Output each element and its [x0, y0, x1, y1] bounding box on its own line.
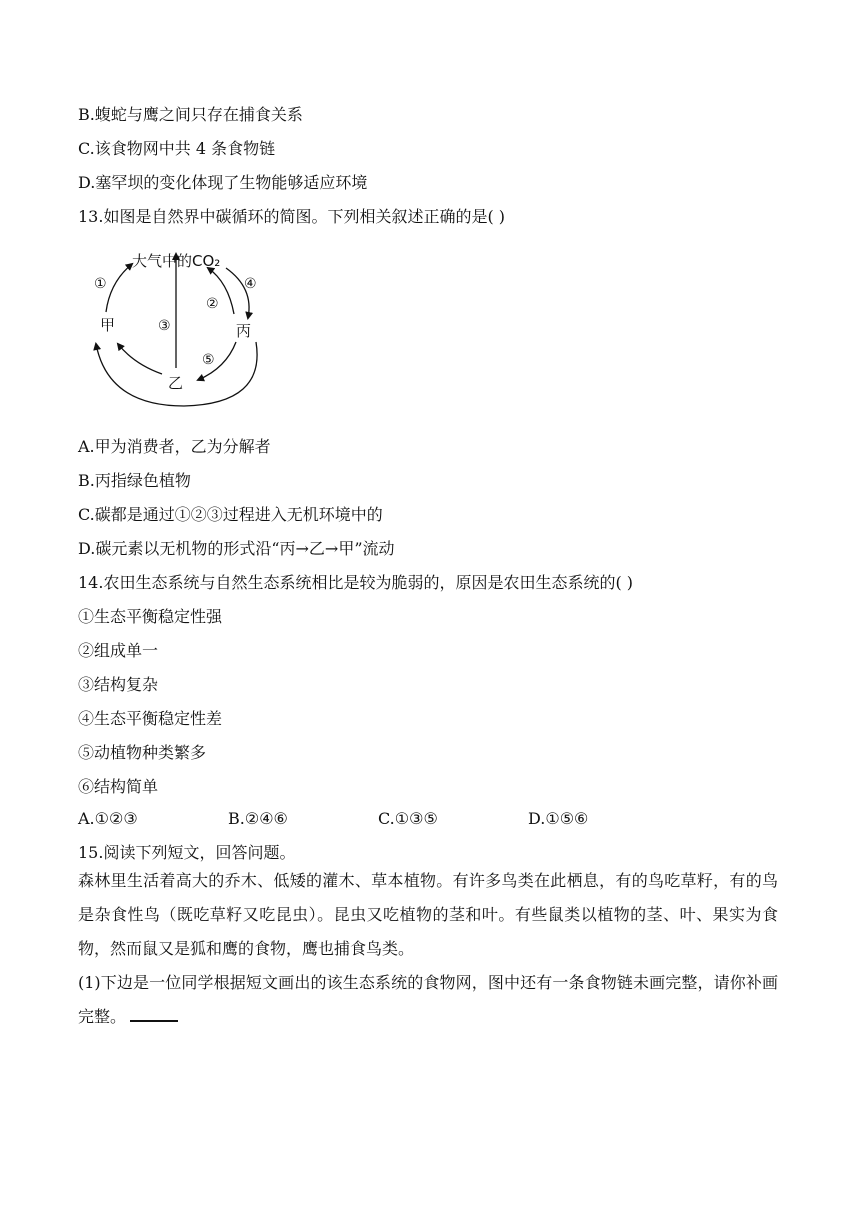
answer-blank: [130, 1004, 178, 1022]
q13-stem: 13.如图是自然界中碳循环的简图。下列相关叙述正确的是( ): [78, 207, 506, 226]
node-yi: 乙: [168, 374, 184, 392]
label-2: ②: [206, 296, 219, 312]
q12-option-c: C.该食物网中共 4 条食物链: [78, 139, 276, 158]
q13-option-c: C.碳都是通过①②③过程进入无机环境中的: [78, 505, 383, 524]
q12-option-b: B.蝮蛇与鹰之间只存在捕食关系: [78, 105, 303, 124]
q14-item-2: ②组成单一: [78, 641, 159, 660]
q15-sub1: [78, 966, 778, 1034]
arrow-yi-to-jia: [118, 344, 162, 374]
q15-passage: 森林里生活着高大的乔木、低矮的灌木、草本植物。有许多鸟类在此栖息，有的鸟吃草籽，有的鸟是杂食性鸟（既吃草籽又吃昆虫）。昆虫又吃植物的茎和叶。有些鼠类以植物的茎、叶、果实为食物，然而鼠又是狐和鹰的食物，鹰也捕食鸟类。: [78, 871, 778, 958]
label-1: ①: [94, 276, 107, 292]
q13-option-d: D.碳元素以无机物的形式沿“丙→乙→甲”流动: [78, 539, 395, 558]
q14-item-3: ③结构复杂: [78, 675, 159, 694]
q14-item-1: ①生态平衡稳定性强: [78, 607, 223, 626]
co2-label: 大气中的CO₂: [132, 252, 221, 270]
q14-stem: 14.农田生态系统与自然生态系统相比是较为脆弱的，原因是农田生态系统的( ): [78, 573, 634, 592]
q14-option-c: C.①③⑤: [378, 809, 438, 828]
label-4: ④: [244, 276, 257, 292]
q15-sub1-text: (1)下边是一位同学根据短文画出的该生态系统的食物网，图中还有一条食物链未画完整，请你补画完整。: [78, 973, 778, 1026]
q13-option-b: B.丙指绿色植物: [78, 471, 191, 490]
q14-option-a: A.①②③: [78, 809, 138, 828]
q15-stem: 15.阅读下列短文，回答问题。: [78, 843, 296, 862]
label-5: ⑤: [202, 352, 215, 368]
node-jia: 甲: [100, 316, 116, 334]
node-bing: 丙: [236, 322, 252, 340]
q14-option-d: D.①⑤⑥: [528, 809, 589, 828]
q14-item-6: ⑥结构简单: [78, 777, 159, 796]
q14-item-4: ④生态平衡稳定性差: [78, 709, 223, 728]
q13-option-a: A.甲为消费者，乙为分解者: [78, 437, 271, 456]
q14-item-5: ⑤动植物种类繁多: [78, 743, 207, 762]
label-3: ③: [158, 318, 171, 334]
q12-option-d: D.塞罕坝的变化体现了生物能够适应环境: [78, 173, 368, 192]
carbon-cycle-diagram: [88, 244, 288, 414]
arrow-1: [106, 264, 132, 312]
q14-options-row: [78, 808, 778, 830]
q14-option-b: B.②④⑥: [228, 809, 288, 828]
